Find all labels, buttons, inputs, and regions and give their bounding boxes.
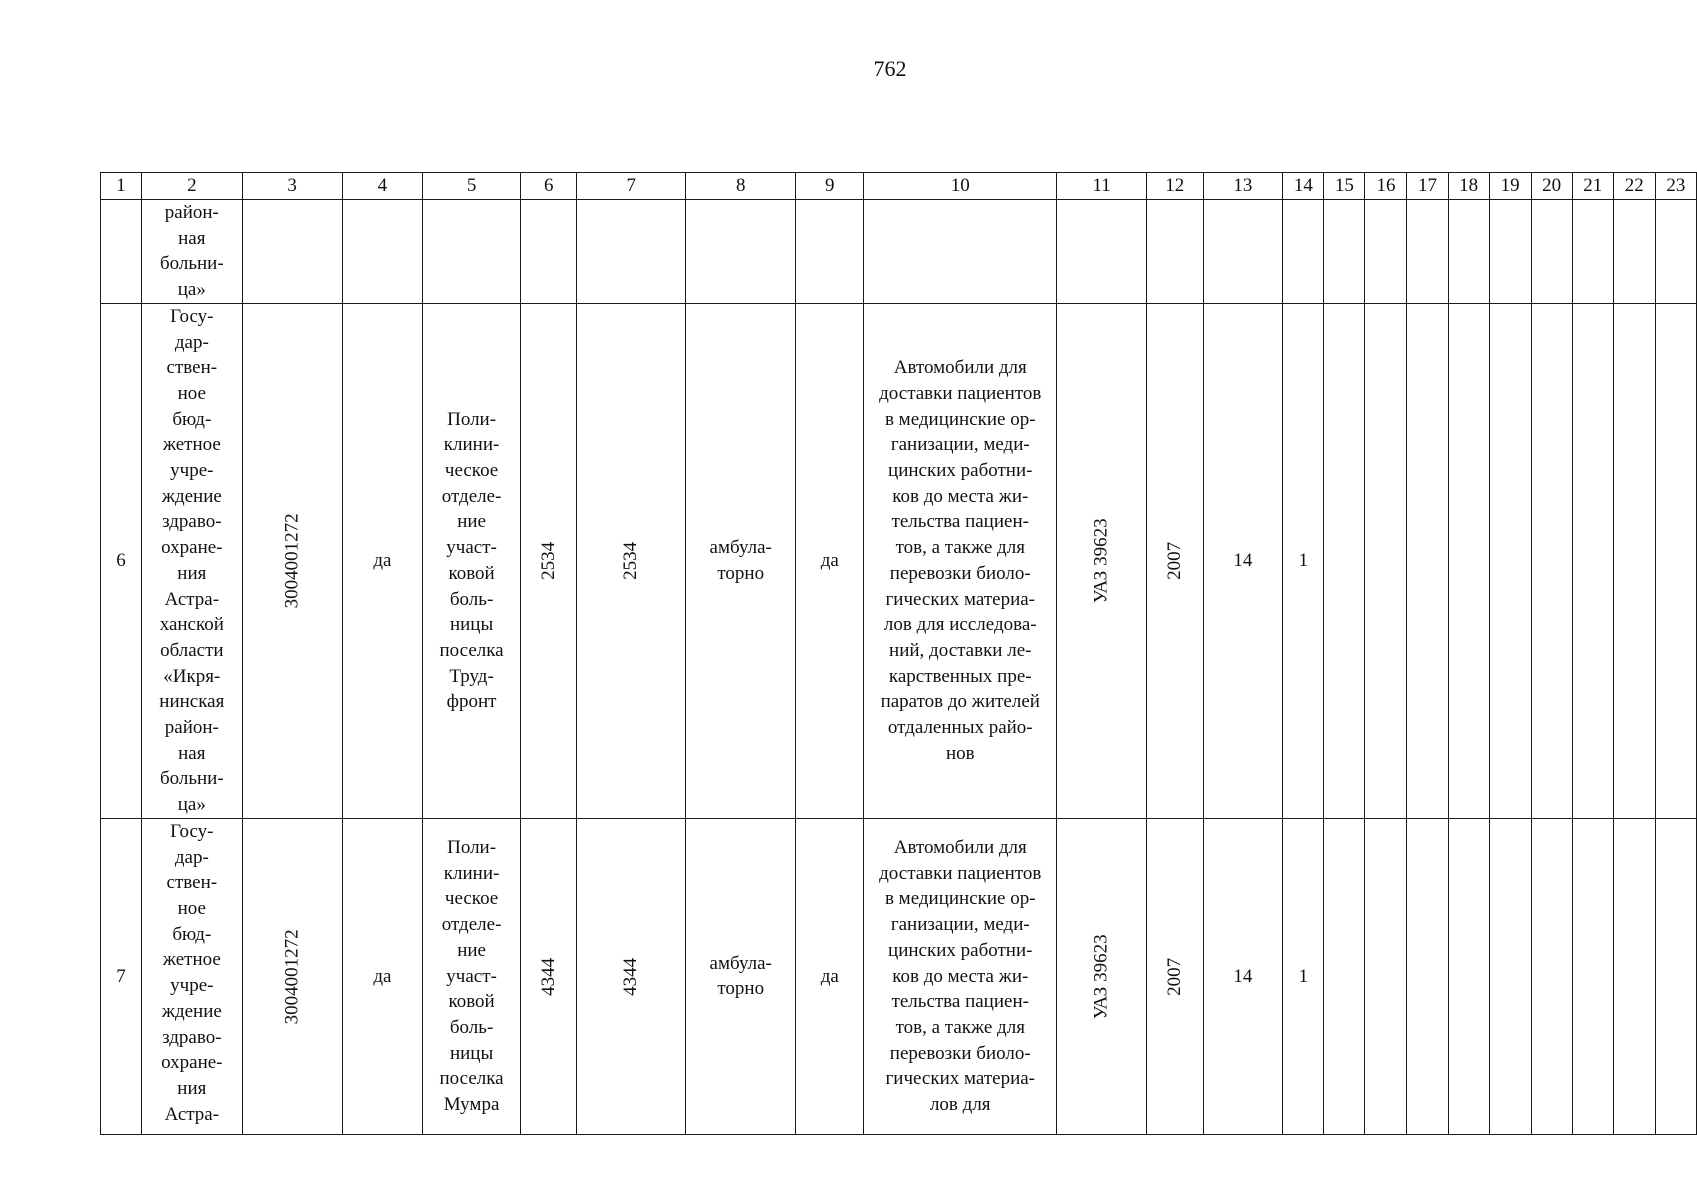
table-cell bbox=[1407, 818, 1448, 1134]
count-value: 2534 bbox=[620, 541, 642, 580]
table-cell bbox=[1655, 200, 1696, 304]
column-header: 11 bbox=[1057, 173, 1147, 200]
institution-name: Госу- дар- ствен- ное бюд- жетное учре- ждение здраво- охране- ния Астра- bbox=[161, 820, 223, 1125]
column-header: 14 bbox=[1283, 173, 1324, 200]
flag-cell: да bbox=[796, 303, 864, 818]
institution-name-cell bbox=[142, 303, 243, 818]
institution-name: район- ная больни- ца» bbox=[159, 202, 224, 301]
subdivision-name: Поли- клини- ческое отделе- ние участ- ковой боль- ницы поселка Мумра bbox=[439, 837, 504, 1116]
purpose-text: Автомобили для доставки пациентов в медицинские ор- ганизации, меди- цинских работни- ков до места жи- тельства пациен- тов, а также для перевозки биоло- гических материа- лов для исследова- ний, доставки ле- карственных пре- паратов до жителей отдаленных райо- нов bbox=[879, 357, 1042, 764]
table-cell bbox=[1655, 818, 1696, 1134]
column-header: 5 bbox=[423, 173, 521, 200]
table-cell bbox=[1448, 200, 1489, 304]
table-cell bbox=[1531, 303, 1572, 818]
table-cell bbox=[1283, 200, 1324, 304]
table-cell bbox=[1572, 200, 1613, 304]
column-header: 6 bbox=[520, 173, 576, 200]
flag-cell: да bbox=[342, 818, 423, 1134]
quantity-cell: 1 bbox=[1283, 818, 1324, 1134]
quantity-cell: 1 bbox=[1283, 303, 1324, 818]
table-cell bbox=[342, 200, 423, 304]
table-cell bbox=[796, 200, 864, 304]
column-header: 19 bbox=[1489, 173, 1531, 200]
inn-cell bbox=[242, 818, 342, 1134]
count-value: 4344 bbox=[537, 957, 559, 996]
table-cell bbox=[520, 200, 576, 304]
table-cell bbox=[1655, 303, 1696, 818]
column-header: 18 bbox=[1448, 173, 1489, 200]
table-cell bbox=[1448, 303, 1489, 818]
column-header: 21 bbox=[1572, 173, 1613, 200]
column-header: 9 bbox=[796, 173, 864, 200]
vehicle-model: УАЗ 39623 bbox=[1090, 933, 1112, 1019]
subdivision-name: Поли- клини- ческое отделе- ние участ- ковой боль- ницы поселка Труд- фронт bbox=[439, 408, 504, 713]
care-type: амбула- торно bbox=[709, 952, 772, 1000]
table-cell bbox=[1531, 818, 1572, 1134]
row-number: 7 bbox=[101, 818, 142, 1134]
year-cell bbox=[1147, 303, 1203, 818]
vehicle-cell bbox=[1057, 818, 1147, 1134]
care-type: амбула- торно bbox=[709, 537, 772, 584]
count-cell bbox=[577, 818, 686, 1134]
table-cell bbox=[577, 200, 686, 304]
table-cell bbox=[1365, 303, 1407, 818]
column-header: 1 bbox=[101, 173, 142, 200]
year-value: 2007 bbox=[1163, 957, 1185, 996]
row-number: 6 bbox=[101, 303, 142, 818]
column-header: 10 bbox=[864, 173, 1057, 200]
vehicle-model: УАЗ 39623 bbox=[1090, 518, 1112, 604]
table-cell bbox=[1407, 200, 1448, 304]
column-header: 20 bbox=[1531, 173, 1572, 200]
table-row bbox=[101, 200, 1697, 304]
table-cell bbox=[686, 200, 796, 304]
age-cell: 14 bbox=[1203, 303, 1283, 818]
institution-name-cell bbox=[142, 818, 243, 1134]
subdivision-cell bbox=[423, 303, 521, 818]
column-header: 23 bbox=[1655, 173, 1696, 200]
column-header: 22 bbox=[1613, 173, 1655, 200]
column-header: 17 bbox=[1407, 173, 1448, 200]
count-value: 2534 bbox=[537, 541, 559, 580]
institution-name: Госу- дар- ствен- ное бюд- жетное учре- ждение здраво- охране- ния Астра- ханской области «Икря- нинская район- ная больни- ца» bbox=[159, 305, 225, 816]
count-cell bbox=[577, 303, 686, 818]
purpose-text: Автомобили для доставки пациентов в медицинские ор- ганизации, меди- цинских работни- ков до места жи- тельства пациен- тов, а также для перевозки биоло- гических материа- лов для bbox=[879, 837, 1042, 1116]
table-cell bbox=[1365, 200, 1407, 304]
column-header: 2 bbox=[142, 173, 243, 200]
table-cell bbox=[1407, 303, 1448, 818]
purpose-cell bbox=[864, 303, 1057, 818]
table-cell bbox=[1613, 303, 1655, 818]
purpose-cell bbox=[864, 818, 1057, 1134]
vehicle-cell bbox=[1057, 303, 1147, 818]
table-cell bbox=[1147, 200, 1203, 304]
column-header: 12 bbox=[1147, 173, 1203, 200]
table-cell bbox=[1531, 200, 1572, 304]
column-header: 7 bbox=[577, 173, 686, 200]
subdivision-cell bbox=[423, 818, 521, 1134]
table-cell bbox=[1057, 200, 1147, 304]
table-row bbox=[101, 303, 1697, 818]
table-cell bbox=[1572, 303, 1613, 818]
inn-value: 3004001272 bbox=[281, 928, 303, 1024]
flag-cell: да bbox=[796, 818, 864, 1134]
column-header: 4 bbox=[342, 173, 423, 200]
table-cell bbox=[1489, 200, 1531, 304]
table-cell bbox=[1489, 303, 1531, 818]
table-cell bbox=[864, 200, 1057, 304]
care-type-cell bbox=[686, 303, 796, 818]
year-cell bbox=[1147, 818, 1203, 1134]
column-header: 16 bbox=[1365, 173, 1407, 200]
table-cell bbox=[423, 200, 521, 304]
table-cell bbox=[1324, 200, 1365, 304]
flag-cell: да bbox=[342, 303, 423, 818]
table-cell bbox=[1324, 818, 1365, 1134]
table-cell bbox=[1572, 818, 1613, 1134]
column-header: 3 bbox=[242, 173, 342, 200]
institution-name-cell bbox=[142, 200, 243, 304]
table-cell bbox=[1613, 818, 1655, 1134]
column-header: 15 bbox=[1324, 173, 1365, 200]
age-cell: 14 bbox=[1203, 818, 1283, 1134]
column-header: 8 bbox=[686, 173, 796, 200]
table-cell bbox=[1448, 818, 1489, 1134]
page-number: 762 bbox=[873, 56, 907, 81]
header-row bbox=[101, 173, 1697, 200]
count-cell bbox=[520, 303, 576, 818]
inn-value: 3004001272 bbox=[281, 513, 303, 609]
table-row bbox=[101, 818, 1697, 1134]
count-cell bbox=[520, 818, 576, 1134]
table-cell bbox=[1203, 200, 1283, 304]
inn-cell bbox=[242, 303, 342, 818]
year-value: 2007 bbox=[1163, 541, 1185, 580]
table-cell bbox=[1489, 818, 1531, 1134]
table-cell bbox=[1365, 818, 1407, 1134]
count-value: 4344 bbox=[620, 957, 642, 996]
table-cell bbox=[1613, 200, 1655, 304]
table-cell bbox=[1324, 303, 1365, 818]
row-number bbox=[101, 200, 142, 304]
table-cell bbox=[242, 200, 342, 304]
care-type-cell bbox=[686, 818, 796, 1134]
data-table bbox=[100, 172, 1697, 1135]
column-header: 13 bbox=[1203, 173, 1283, 200]
